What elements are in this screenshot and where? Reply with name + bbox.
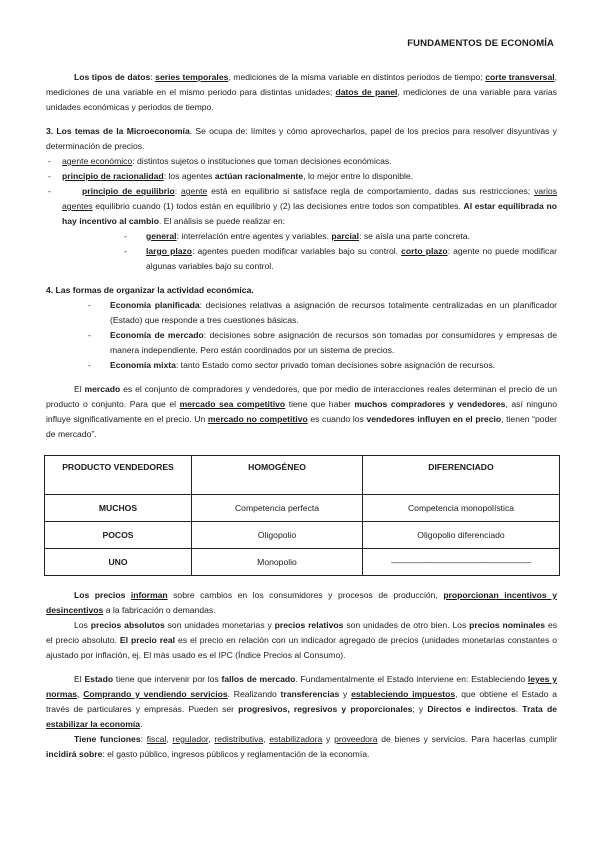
paragraph-precios: Los precios informan sobre cambios en los consumidores y procesos de producción, proporcionan incentivos y desincentivos a la fabricación o demandas. — [46, 590, 557, 615]
market-structure-table — [44, 455, 560, 576]
table-header-cell: DIFERENCIADO — [363, 456, 560, 495]
document-body — [46, 70, 557, 762]
paragraph-estado: El Estado tiene que intervenir por los fallos de mercado. Fundamentalmente el Estado interviene en: Estableciendo leyes y normas, Comprando y vendiendo servicios. Realizando transferencias y estableciendo impuestos, que obtiene el Estado a través de particulares y empresas. Pueden ser progresivos, regresivos y proporcionales; y Directos e indirectos. Trata de estabilizar la economía. — [46, 674, 557, 729]
list-item: - agente económico: distintos sujetos o instituciones que toman decisiones económicas. — [48, 156, 392, 166]
table-header-cell: HOMOGÉNEO — [192, 456, 363, 495]
table-cell: Oligopolio diferenciado — [363, 522, 560, 549]
list-item: - general: interrelación entre agentes y variables. parcial: se aísla una parte concreta. — [124, 231, 470, 241]
table-cell: Monopolio — [192, 549, 363, 576]
table-cell: MUCHOS — [45, 495, 192, 522]
list-item: - Economía planificada: decisiones relativas a asignación de recursos totalmente centralizadas en un planificador (Estado) que responde a tres cuestiones básicas. — [88, 300, 557, 325]
table-cell: Competencia monopolística — [363, 495, 560, 522]
paragraph-mercado: El mercado es el conjunto de compradores y vendedores, que por medio de interacciones reales determinan el precio de un producto o conjunto. Para que el mercado sea competitivo tiene que haber muchos compradores y vendedores, así ninguno influye significativamente en el precio. Un mercado no competitivo es cuando los vendedores influyen en el precio, tienen “poder de mercado”. — [46, 384, 557, 439]
paragraph-precios-absolutos: Los precios absolutos son unidades monetarias y precios relativos son unidades de otro bien. Los precios nominales es el precio absoluto. El precio real es el precio en relación con un indicador agregado de precios (unidades monetarias constantes o ajustado por inflación, ej. El más usado es el IPC (Índice Precios al Consumo). — [46, 620, 558, 660]
table-row — [45, 495, 560, 522]
table-cell: Oligopolio — [192, 522, 363, 549]
table-row — [45, 549, 560, 576]
table-cell: UNO — [45, 549, 192, 576]
list-item: - Economía mixta: tanto Estado como sector privado toman decisiones sobre asignación de recursos. — [88, 360, 496, 370]
section-4-heading: 4. Las formas de organizar la actividad económica. — [46, 285, 254, 295]
paragraph-tipos-de-datos: Los tipos de datos: series temporales, mediciones de la misma variable en distintos periodos de tiempo; corte transversal, mediciones de una variable en el mismo periodo para distintas unidades; datos de panel, mediciones de una variable para varias unidades económicas y periodos de tiempo. — [46, 72, 558, 112]
list-item: - principio de equilibrio: agente está en equilibrio si satisface regla de comportamiento, dadas sus restricciones; varios agentes equilibrio cuando (1) todos están en equilibrio y (2) las decisiones entre todos son compatibles. Al estar equilibrada no hay incentivo al cambio. El análisis se puede realizar en: — [48, 186, 557, 226]
paragraph-funciones: Tiene funciones: fiscal, regulador, redistributiva, estabilizadora y proveedora de bienes y servicios. Para hacerlas cumplir incidirá sobre: el gasto público, ingresos públicos y reglamentación de la economía. — [46, 734, 557, 759]
section-3-heading: 3. Los temas de la Microeconomía. Se ocupa de: límites y cómo aprovecharlos, papel de los precios para resolver disyuntivas y determinación de precios. — [46, 126, 557, 151]
table-row — [45, 522, 560, 549]
list-item: - principio de racionalidad: los agentes actúan racionalmente, lo mejor entre lo disponible. — [48, 171, 414, 181]
list-item: - Economía de mercado: decisiones sobre asignación de recursos son tomadas por consumidores y empresas de manera independiente. Pero están coordinados por un sistema de precios. — [88, 330, 557, 355]
table-cell: POCOS — [45, 522, 192, 549]
table-cell: Competencia perfecta — [192, 495, 363, 522]
table-header-row — [45, 456, 560, 495]
table-header-cell: PRODUCTO VENDEDORES — [45, 456, 192, 495]
page-header: FUNDAMENTOS DE ECONOMÍA — [407, 38, 554, 49]
list-item: - largo plazo: agentes pueden modificar variables bajo su control. corto plazo: agente no puede modificar algunas variables bajo su control. — [124, 246, 557, 271]
table-cell: -———————————————— — [363, 549, 560, 576]
